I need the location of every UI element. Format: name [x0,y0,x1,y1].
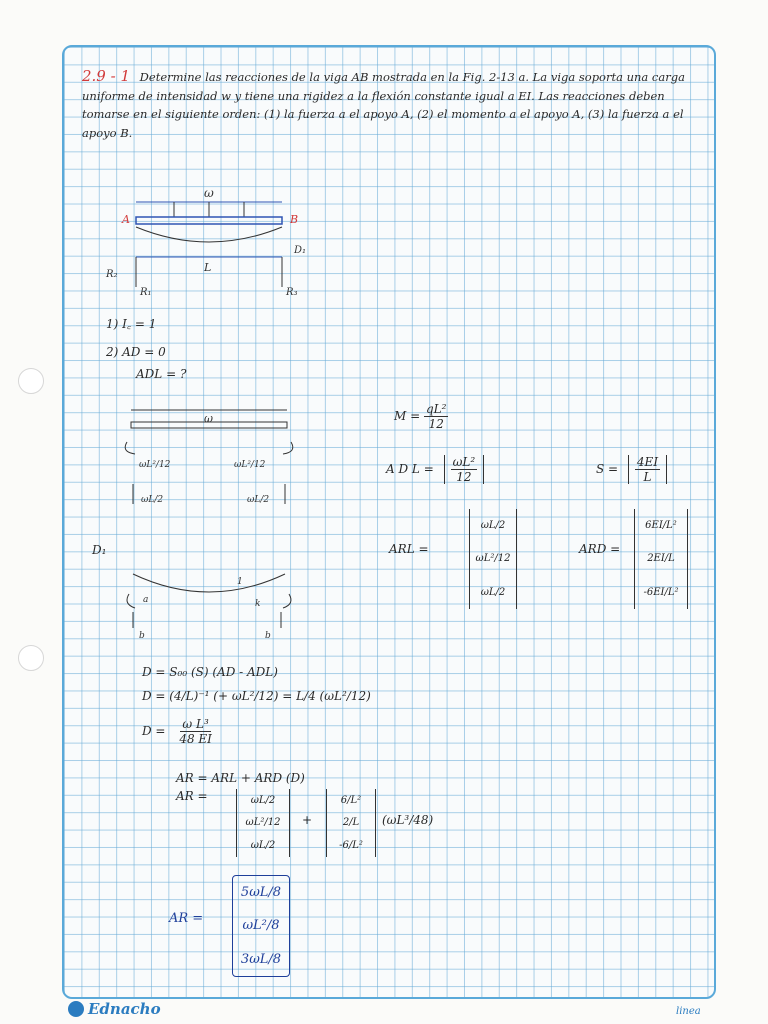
deflected-shape [136,227,282,242]
step-2b: ADL = ? [136,367,187,381]
problem-number: 2.9 - 1 [82,67,131,85]
problem-statement [82,67,692,142]
load-label-2: ω [204,412,213,425]
beam-diagram-2 [119,402,299,517]
m-formula: M = $\frac{\text{qL²}}{12}$ [394,402,447,431]
plus-sign: + [302,813,313,827]
ard-vector [634,509,688,609]
moment-left-label: ωL²/12 [139,460,171,470]
arl-value-3: ωL/2 [480,586,506,598]
beam-diagram-3 [119,562,299,642]
r1-label: R₁ [140,287,152,297]
moment-right-label: ωL²/12 [234,460,266,470]
ard-value-2: 2EI/L [647,553,675,565]
problem-text: Determine las reacciones de la viga AB mostrada en la Fig. 2-13 a. La viga soporta una carga uniforme de intensidad w y tiene una rigidez a la flexión constante igual a EI. Las reacciones deben tomarse en el siguiente orden: (1) la fuerza a el apoyo A, (2) el momento a el apoyo A, (3) la fuerza a el apoyo B. [82,70,685,140]
final-label: AR = [169,911,204,926]
step-1: 1) I꜀ = 1 [106,317,157,331]
ard-value-1: 6EI/L² [645,520,677,532]
s-formula: S = $\frac{4EI}{L}$ [596,455,667,484]
arl-vector [469,509,517,609]
label-k: k [255,599,261,609]
d1-label: D₁ [92,543,107,557]
load-label: ω [204,186,214,200]
ar2-col2: 6/L² 2/L -6/L² [326,789,376,857]
label-b-left: b [139,631,145,641]
uniform-load-arrows [136,202,282,217]
brand-logo [68,1000,161,1018]
graph-paper-sheet [62,45,716,999]
label-b-right: b [265,631,271,641]
support-a-label: A [122,213,130,226]
ard-label: ARD = [579,542,621,556]
force-right-label: ωL/2 [247,495,270,505]
final-value-2: ωL²/8 [242,918,280,934]
deflection-label: D₁ [294,245,307,256]
label-a: a [143,595,149,605]
step-2a: 2) AD = 0 [106,345,166,359]
final-value-1: 5ωL/8 [240,885,282,901]
ard-value-3: -6EI/L² [643,586,679,598]
equation-ar1: AR = ARL + ARD (D) [176,771,305,785]
binder-hole-bottom [18,645,44,671]
r3-label: R₃ [286,287,298,297]
ar2-col1: ωL/2 ωL²/12 ωL/2 [236,789,290,857]
final-answer-vector [232,875,290,977]
arl-value-2: ωL²/12 [475,553,511,565]
binder-hole-top [18,368,44,394]
beam-diagram-1 [104,177,364,297]
label-1: 1 [237,577,243,587]
beam-body [136,217,282,224]
force-left-label: ωL/2 [141,495,164,505]
brand-text: Ednacho [88,1000,161,1018]
support-b-label: B [290,213,299,226]
equation-ar2-label: AR = [176,789,208,803]
adl-formula: A D L = $\frac{\text{ωL²}}{12}$ [386,455,484,484]
final-value-3: 3ωL/8 [240,951,282,967]
span-label: L [204,261,212,274]
r2-label: R₂ [106,269,118,280]
arl-value-1: ωL/2 [480,520,506,532]
equation-d3: D = $\frac{\text{ω L³}}{48 EI}$ [142,717,212,746]
footer-mark: linea [676,1006,701,1017]
equation-d2: D = (4/L)⁻¹ (+ ωL²/12) = L/4 (ωL²/12) [142,689,371,703]
brand-icon [68,1001,84,1017]
equation-d1: D = S₀₀ (S) (AD - ADL) [142,665,278,679]
ar2-factor: (ωL³/48) [382,813,434,827]
arl-label: ARL = [389,542,429,556]
